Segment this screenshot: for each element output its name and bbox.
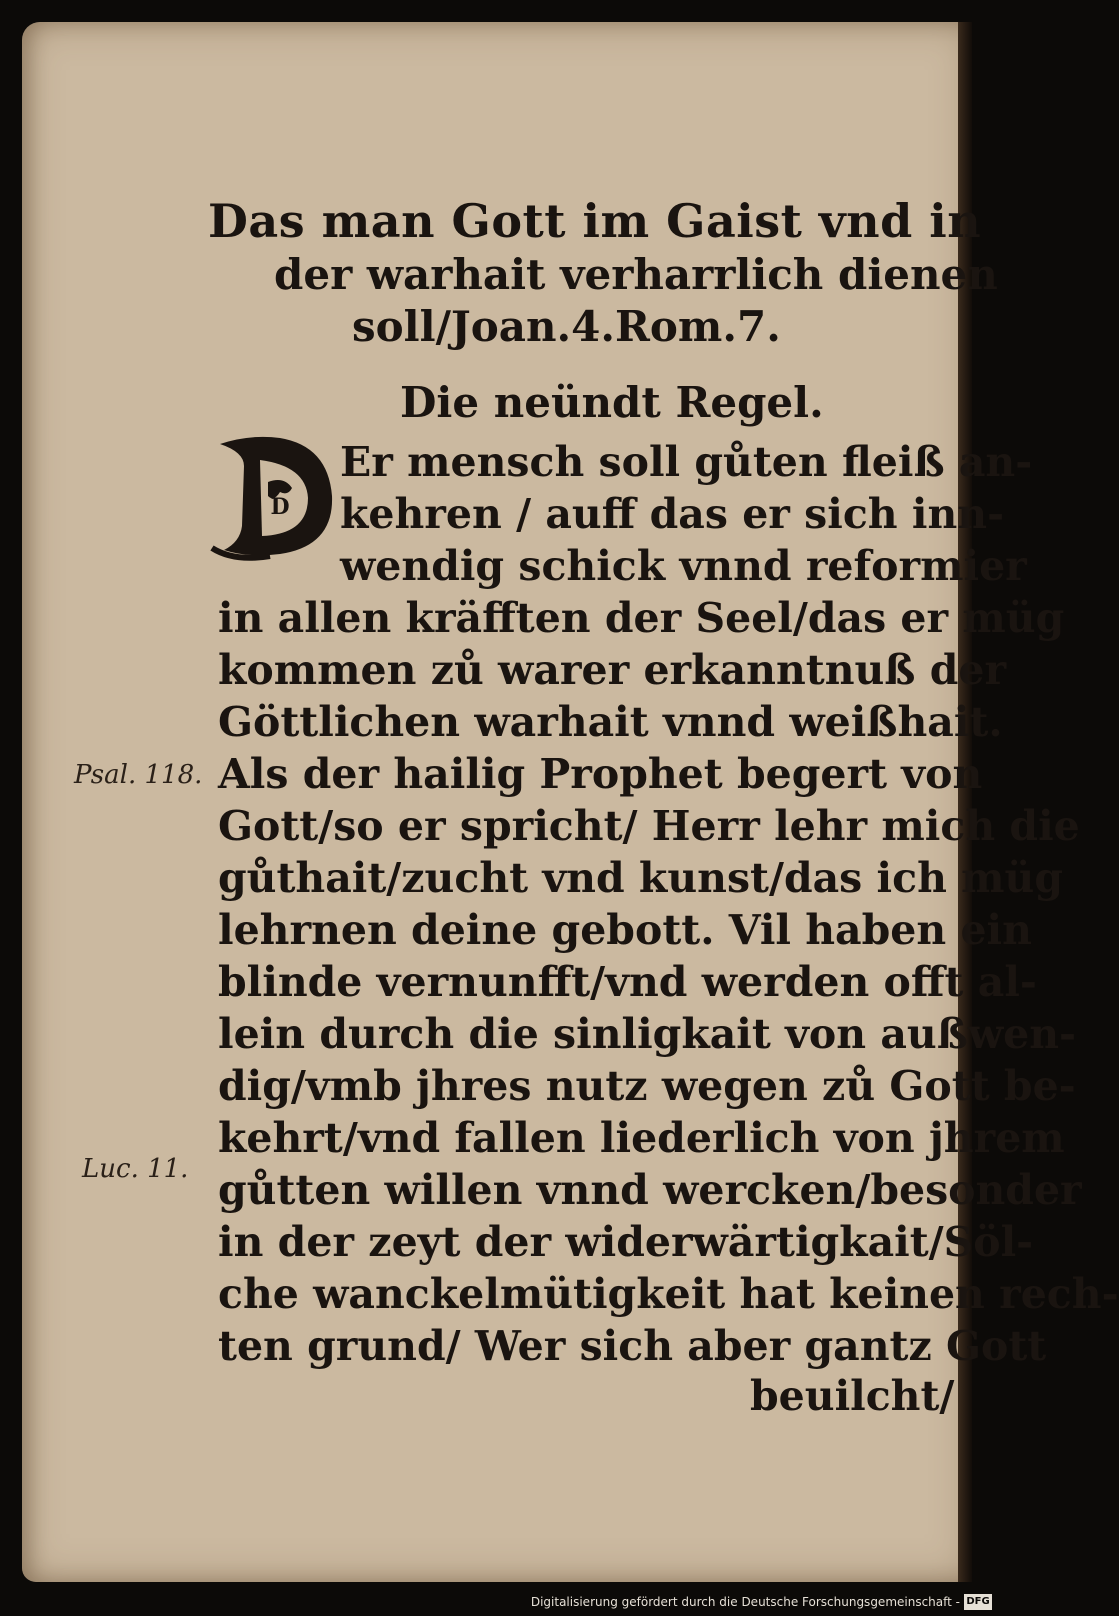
body-line-10: lehrnen deine gebott. Vil haben ein <box>218 906 1032 954</box>
body-line-7: Als der hailig Prophet begert von <box>218 750 983 798</box>
book-page <box>22 22 1119 1582</box>
footer-credit: Digitalisierung gefördert durch die Deutsche Forschungsgemeinschaft - <box>530 1595 960 1609</box>
body-line-16: in der zeyt der widerwärtigkait/Söl- <box>218 1218 1034 1266</box>
body-line-9: gůthait/zucht vnd kunst/das ich müg <box>218 854 1064 902</box>
body-line-5: kommen zů warer erkanntnuß der <box>218 646 1007 694</box>
margin-note-psalm: Psal. 118. <box>74 760 203 790</box>
catchword: beuilcht/ <box>750 1372 955 1420</box>
body-line-17: che wanckelmütigkeit hat keinen rech- <box>218 1270 1119 1318</box>
body-line-3: wendig schick vnnd reformier <box>340 542 1027 590</box>
body-line-11: blinde vernunfft/vnd werden offt al- <box>218 958 1037 1006</box>
title-line-1: Das man Gott im Gaist vnd in <box>208 194 982 248</box>
initial-letter: D <box>270 494 290 520</box>
body-line-15: gůtten willen vnnd wercken/besonder <box>218 1166 1082 1214</box>
body-line-8: Gott/so er spricht/ Herr lehr mich die <box>218 802 1080 850</box>
body-line-12: lein durch die sinligkait von außwen- <box>218 1010 1077 1058</box>
body-line-4: in allen kräfften der Seel/das er müg <box>218 594 1065 642</box>
title-line-2: der warhait verharrlich dienen <box>274 250 998 299</box>
decorated-initial-d <box>210 430 340 562</box>
body-line-13: dig/vmb jhres nutz wegen zů Gott be- <box>218 1062 1076 1110</box>
rule-heading: Die neündt Regel. <box>400 378 824 427</box>
margin-note-luke: Luc. 11. <box>82 1154 189 1184</box>
body-line-14: kehrt/vnd fallen liederlich von jhrem <box>218 1114 1065 1162</box>
title-line-3: soll/Joan.4.Rom.7. <box>352 302 781 351</box>
body-line-18: ten grund/ Wer sich aber gantz Gott <box>218 1322 1047 1370</box>
footer-bar <box>0 1584 1000 1616</box>
body-line-1: Er mensch soll gůten fleiß an- <box>340 438 1033 486</box>
body-line-2: kehren / auff das er sich inn- <box>340 490 1005 538</box>
body-line-6: Göttlichen warhait vnnd weißhait. <box>218 698 1003 746</box>
dfg-logo: DFG <box>964 1594 992 1610</box>
